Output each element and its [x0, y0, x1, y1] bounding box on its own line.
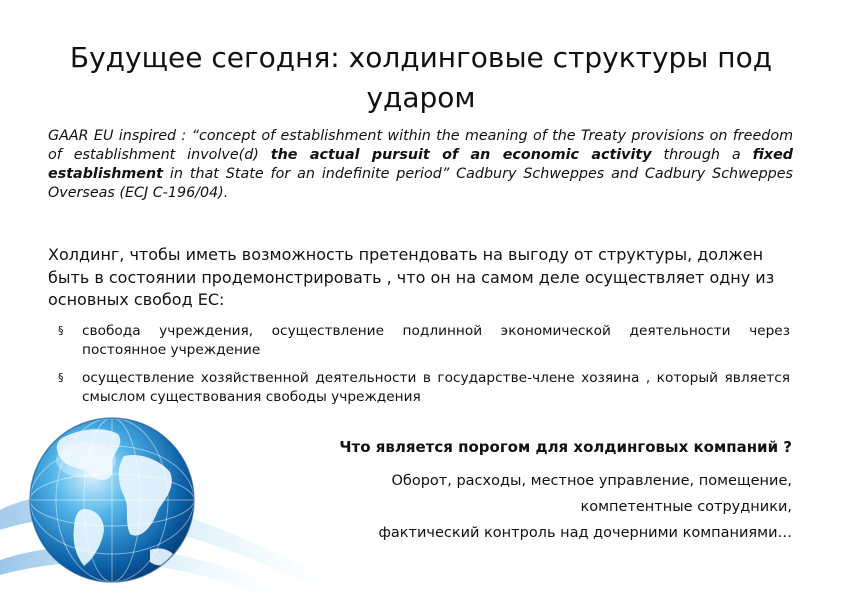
threshold-answers: [332, 468, 792, 546]
paragraph-lead: Холдинг, чтобы иметь возможность претендовать на выгоду от структуры, должен быть в состоянии продемонстрировать: [48, 245, 764, 287]
quote-text: through a: [651, 147, 753, 163]
section-bullet-icon: §: [58, 371, 64, 384]
answer-line: фактический контроль над дочерними компаниями…: [378, 525, 792, 541]
quote-emphasis: fixed establishment: [48, 147, 793, 182]
quote-text: GAAR EU inspired : “concept of establishment within the meaning of the Treaty provisions on freedom of establishment involve(d): [48, 128, 793, 163]
quote-emphasis: the actual pursuit of an economic activity: [270, 147, 652, 163]
paragraph-rest: , что он на самом деле осуществляет одну из основных свобод ЕС:: [48, 267, 775, 309]
threshold-question: Что является порогом для холдинговых компаний ?: [339, 438, 792, 456]
list-item-text: осуществление хозяйственной деятельности в государстве-члене хозяина , который является смыслом существования свободы учреждения: [82, 370, 790, 405]
list-item: [58, 322, 790, 359]
answer-line: Оборот, расходы, местное управление, помещение,: [391, 473, 792, 489]
section-bullet-icon: §: [58, 324, 64, 337]
quote-text: in that State for an indefinite period” Cadbury Schweppes and Cadbury Schweppes Overseas (ECJ C-196/04).: [48, 166, 793, 201]
holding-paragraph: [48, 244, 793, 312]
list-item-text: свобода учреждения, осуществление подлинной экономической деятельности через постоянное учреждение: [82, 323, 790, 358]
answer-line: компетентные сотрудники,: [580, 499, 792, 515]
slide-title: Будущее сегодня: холдинговые структуры под ударом: [69, 41, 773, 114]
freedoms-list: [58, 322, 790, 416]
list-item: [58, 369, 790, 406]
gaar-quote: [48, 127, 793, 203]
